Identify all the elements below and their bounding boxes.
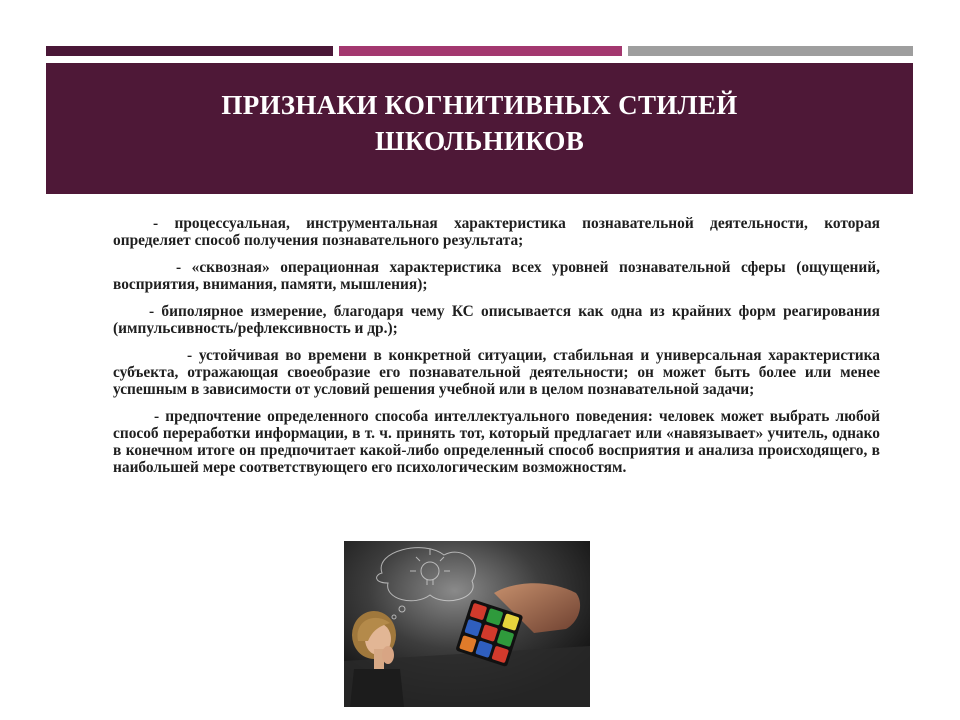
illustration-photo (344, 541, 590, 707)
feature-paragraph-2: - «сквозная» операционная характеристика всех уровней познавательной сферы (ощущений, восприятия, внимания, памяти, мышления); (113, 259, 880, 293)
feature-paragraph-1: - процессуальная, инструментальная характеристика познавательной деятельности, которая определяет способ получения познавательного результата; (113, 215, 880, 249)
accent-bar-dark (46, 46, 333, 56)
title-band (46, 63, 913, 194)
slide-body (113, 215, 880, 486)
feature-paragraph-4: - устойчивая во времени в конкретной ситуации, стабильная и универсальная характеристика субъекта, отражающая своеобразие его познавательной деятельности; он может быть более или менее успешным в зависимости от условий решения учебной или в целом познавательной задачи; (113, 347, 880, 398)
feature-paragraph-3: - биполярное измерение, благодаря чему КС описывается как одна из крайних форм реагирования (импульсивность/рефлексивность и др.); (113, 303, 880, 337)
feature-paragraph-5: - предпочтение определенного способа интеллектуального поведения: человек может выбрать любой способ переработки информации, в т. ч. принять тот, который предлагает или «навязывает» учитель, однако в конечном итоге он предпочитает какой-либо определенный способ восприятия и анализа происходящего, в наибольшей мере соответствующего его психологическим возможностям. (113, 408, 880, 476)
accent-bar-gray (628, 46, 913, 56)
accent-bar-magenta (339, 46, 622, 56)
slide-title-line-2: ШКОЛЬНИКОВ (374, 126, 585, 156)
slide-title (46, 87, 913, 159)
illustration-svg (344, 541, 590, 707)
slide-title-line-1: ПРИЗНАКИ КОГНИТИВНЫХ СТИЛЕЙ (221, 90, 738, 120)
